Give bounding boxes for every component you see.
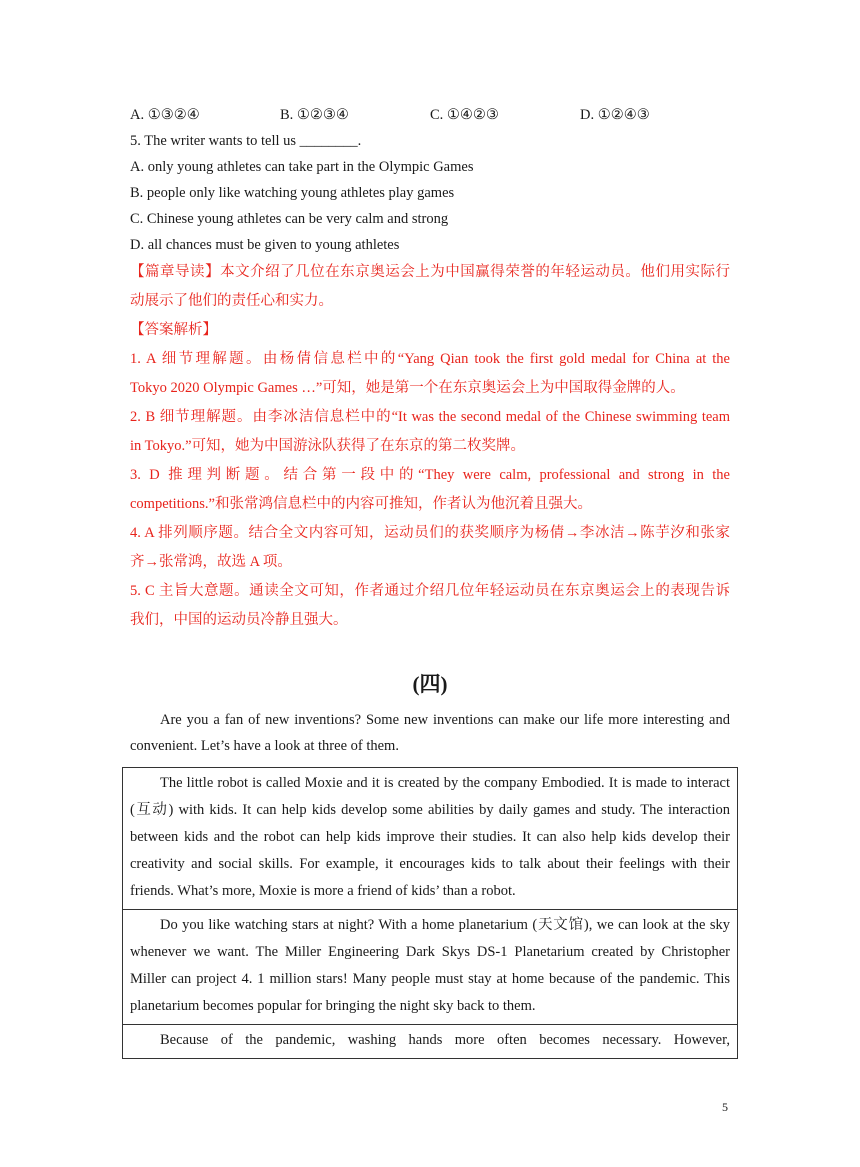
- analysis-header: 【答案解析】: [130, 322, 217, 338]
- answer-item: [130, 403, 730, 461]
- answer-5-line-2: 我们，中国的运动员冷静且强大。: [130, 612, 348, 628]
- answer-2-line-2: in Tokyo.”可知，她为中国游泳队获得了在东京的第二枚奖牌。: [130, 438, 526, 454]
- q5-option-a: A. only young athletes can take part in the Olympic Games: [130, 159, 474, 175]
- section-title: (四): [412, 672, 448, 696]
- table-row: [123, 768, 738, 910]
- answer-5-line-1: 5. C 主旨大意题。通读全文可知，作者通过介绍几位年轻运动员在东京奥运会上的表现告诉: [130, 583, 730, 599]
- passage-guide: [130, 258, 730, 316]
- invention-box-robot: The little robot is called Moxie and it is created by the company Embodied. It is made to interact (互动) with kids. It can help kids develop some abilities by daily games and study. The interaction between kids and the robot can help kids improve their studies. It can also help kids develop their creativity and social skills. For example, it encourages kids to talk about their feelings with their friends. What’s more, Moxie is more a friend of kids’ than a robot.: [123, 768, 738, 910]
- answer-2-line-1: 2. B 细节理解题。由李冰洁信息栏中的“It was the second medal of the Chinese swimming team: [130, 409, 730, 425]
- q4-option-a: A. ①③②④: [130, 107, 200, 123]
- table-row: [123, 910, 738, 1025]
- q4-option-c: C. ①④②③: [430, 107, 499, 123]
- answer-item: [130, 461, 730, 519]
- page-number: 5: [722, 1100, 728, 1114]
- q5-option-b: B. people only like watching young athletes play games: [130, 185, 455, 201]
- invention-box-handwashing: Because of the pandemic, washing hands more often becomes necessary. However,: [123, 1025, 738, 1059]
- invention-box-planetarium: Do you like watching stars at night? With a home planetarium (天文馆), we can look at the sky whenever we want. The Miller Engineering Dark Skys DS-1 Planetarium created by Christopher Miller can project 4. 1 million stars! Many people must stay at home because of the pandemic. This planetarium becomes popular for bringing the night sky back to them.: [123, 910, 738, 1025]
- table-row: [123, 1025, 738, 1059]
- answer-1-line-1: 1. A 细节理解题。由杨倩信息栏中的“Yang Qian took the first gold medal for China at the: [130, 351, 730, 367]
- answer-list: [130, 345, 730, 635]
- guide-line-1: 【篇章导读】本文介绍了几位在东京奥运会上为中国赢得荣誉的年轻运动员。他们用实际行: [130, 264, 730, 280]
- answer-item: [130, 577, 730, 635]
- answer-3-line-1: 3. D 推理判断题。结合第一段中的“They were calm, professional and strong in the: [130, 467, 730, 483]
- inventions-table: [122, 767, 738, 1059]
- q4-option-b: B. ①②③④: [280, 107, 349, 123]
- q4-options: [130, 102, 730, 128]
- answer-item: [130, 345, 730, 403]
- answer-4-line-2: 齐→张常鸿，故选 A 项。: [130, 554, 292, 570]
- answer-3-line-2: competitions.”和张常鸿信息栏中的内容可推知，作者认为他沉着且强大。: [130, 496, 592, 512]
- q5-option-d: D. all chances must be given to young athletes: [130, 237, 400, 253]
- content-area: [130, 102, 730, 759]
- q4-option-d: D. ①②④③: [580, 107, 650, 123]
- passage-intro: Are you a fan of new inventions? Some new inventions can make our life more interesting and convenient. Let’s have a look at three of them.: [130, 712, 730, 754]
- answer-item: [130, 519, 730, 577]
- guide-line-2: 动展示了他们的责任心和实力。: [130, 293, 333, 309]
- q5-option-c: C. Chinese young athletes can be very calm and strong: [130, 211, 449, 227]
- q5-stem: 5. The writer wants to tell us ________.: [130, 133, 362, 149]
- answer-1-line-2: Tokyo 2020 Olympic Games …”可知，她是第一个在东京奥运会上为中国取得金牌的人。: [130, 380, 685, 396]
- answer-4-line-1: 4. A 排列顺序题。结合全文内容可知，运动员们的获奖顺序为杨倩→李冰洁→陈芋汐和张家: [130, 525, 730, 541]
